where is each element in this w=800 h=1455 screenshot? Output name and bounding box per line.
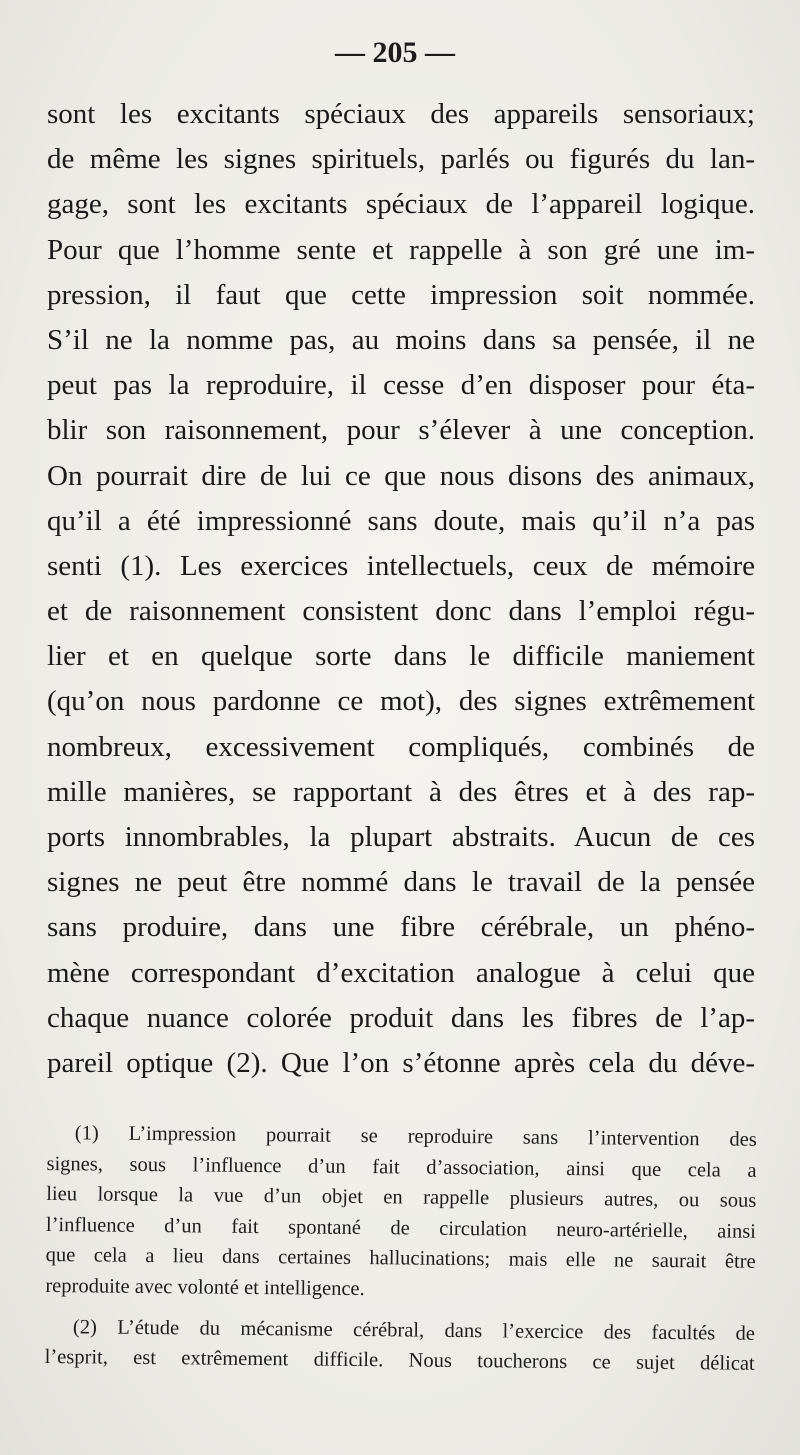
footnote-line: que cela a lieu dans certaines hallucinations; mais elle ne saurait être	[45, 1244, 756, 1274]
body-line: peut pas la reproduire, il cesse d’en disposer pour éta-	[47, 369, 755, 402]
footnote-1	[45, 1118, 757, 1308]
footnotes	[45, 1118, 757, 1380]
body-line: pression, il faut que cette impression soit nommée.	[47, 278, 755, 311]
body-line: mène correspondant d’excitation analogue à celui que	[47, 956, 755, 989]
body-line: S’il ne la nomme pas, au moins dans sa pensée, il ne	[47, 323, 755, 356]
body-line: Pour que l’homme sente et rappelle à son gré une im-	[47, 233, 755, 266]
body-line: de même les signes spirituels, parlés ou figurés du lan-	[47, 143, 755, 176]
body-line: signes ne peut être nommé dans le travail de la pensée	[47, 866, 755, 899]
body-line: sans produire, dans une fibre cérébrale, un phéno-	[47, 911, 755, 944]
body-line: senti (1). Les exercices intellectuels, ceux de mémoire	[47, 549, 755, 582]
footnote-line: lieu lorsque la vue d’un objet en rappelle plusieurs autres, ou sous	[46, 1183, 757, 1212]
body-line: qu’il a été impressionné sans doute, mais qu’il n’a pas	[47, 504, 755, 537]
page-number: — 205 —	[335, 36, 455, 69]
footnote-line: signes, sous l’influence d’un fait d’association, ainsi que cela a	[46, 1152, 757, 1182]
body-line: nombreux, excessivement compliqués, combinés de	[47, 730, 755, 763]
footnote-line: (1) L’impression pourrait se reproduire sans l’intervention des	[74, 1122, 757, 1151]
body-line: ports innombrables, la plupart abstraits. Aucun de ces	[47, 821, 755, 853]
body-text	[47, 92, 755, 1086]
footnote-line: reproduite avec volonté et intelligence.	[45, 1274, 365, 1301]
footnote-2	[45, 1312, 756, 1380]
footnote-line: (2) L’étude du mécanisme cérébral, dans l’exercice des facultés de	[72, 1315, 756, 1345]
body-line: pareil optique (2). Que l’on s’étonne après cela du déve-	[47, 1046, 755, 1079]
body-line: gage, sont les excitants spéciaux de l’appareil logique.	[47, 188, 755, 221]
footnote-line: l’esprit, est extrêmement difficile. Nous toucherons ce sujet délicat	[44, 1346, 755, 1375]
body-line: et de raisonnement consistent donc dans l’emploi régu-	[47, 595, 755, 628]
footnote-line: l’influence d’un fait spontané de circulation neuro-artérielle, ainsi	[45, 1213, 757, 1243]
body-line: sont les excitants spéciaux des appareils sensoriaux;	[47, 98, 755, 130]
body-line: lier et en quelque sorte dans le difficile maniement	[47, 640, 755, 673]
body-line: On pourrait dire de lui ce que nous disons des animaux,	[47, 459, 755, 492]
body-line: mille manières, se rapportant à des êtres et à des rap-	[47, 775, 755, 808]
body-line: chaque nuance colorée produit dans les fibres de l’ap-	[47, 1001, 755, 1034]
body-line: blir son raisonnement, pour s’élever à une conception.	[47, 414, 755, 447]
body-line: (qu’on nous pardonne ce mot), des signes extrêmement	[47, 685, 755, 718]
